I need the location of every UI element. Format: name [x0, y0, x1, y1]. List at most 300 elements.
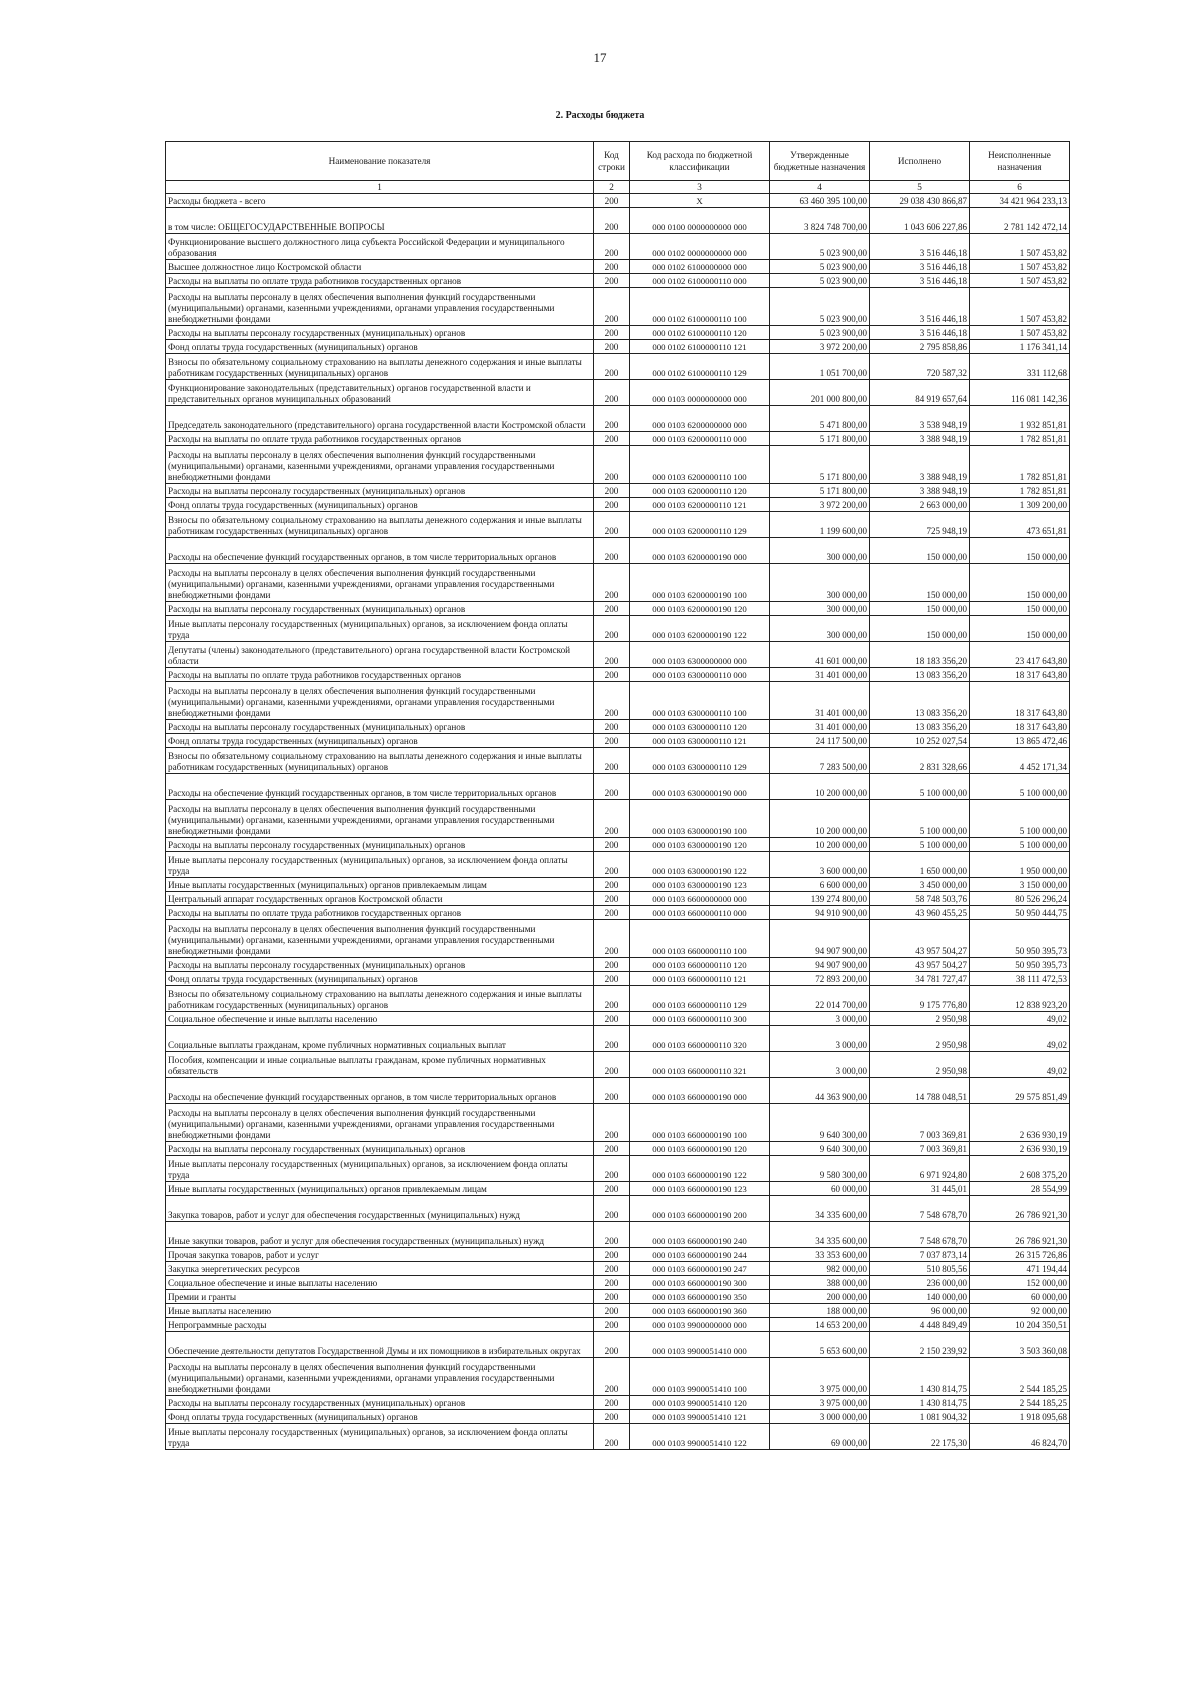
table-row [166, 432, 1070, 446]
row-indicator-name: Фонд оплаты труда государственных (муниципальных) органов [166, 340, 594, 354]
row-indicator-name: Расходы на выплаты по оплате труда работников государственных органов [166, 906, 594, 920]
column-number: 2 [594, 181, 630, 194]
table-row [166, 958, 1070, 972]
row-executed-amount: 10 252 027,54 [870, 734, 970, 748]
column-number: 3 [630, 181, 770, 194]
row-executed-amount: 1 430 814,75 [870, 1358, 970, 1396]
table-row [166, 1318, 1070, 1332]
row-indicator-name: Фонд оплаты труда государственных (муниципальных) органов [166, 734, 594, 748]
row-line-code: 200 [594, 1410, 630, 1424]
row-classification-code: 000 0103 6600000110 320 [630, 1026, 770, 1052]
row-line-code: 200 [594, 1078, 630, 1104]
row-approved-amount: 69 000,00 [770, 1424, 870, 1450]
row-indicator-name: Прочая закупка товаров, работ и услуг [166, 1248, 594, 1262]
row-line-code: 200 [594, 340, 630, 354]
row-unexecuted-amount: 4 452 171,34 [970, 748, 1070, 774]
row-executed-amount: 3 388 948,19 [870, 484, 970, 498]
row-indicator-name: Закупка энергетических ресурсов [166, 1262, 594, 1276]
table-row [166, 616, 1070, 642]
row-executed-amount: 43 957 504,27 [870, 958, 970, 972]
table-body [166, 194, 1070, 1450]
table-row [166, 1248, 1070, 1262]
row-classification-code: 000 0103 6600000110 120 [630, 958, 770, 972]
row-line-code: 200 [594, 326, 630, 340]
row-approved-amount: 94 907 900,00 [770, 920, 870, 958]
row-line-code: 200 [594, 1104, 630, 1142]
row-classification-code: 000 0103 6600000190 122 [630, 1156, 770, 1182]
row-line-code: 200 [594, 734, 630, 748]
row-unexecuted-amount: 34 421 964 233,13 [970, 194, 1070, 208]
table-row [166, 1026, 1070, 1052]
row-classification-code: 000 0102 6100000110 120 [630, 326, 770, 340]
row-indicator-name: Расходы на выплаты персоналу в целях обеспечения выполнения функций государственными (муниципальными) органами, казенными учреждениями, органами управления государственными внебюджетными фондами [166, 920, 594, 958]
row-indicator-name: Расходы на выплаты персоналу государственных (муниципальных) органов [166, 1142, 594, 1156]
row-executed-amount: 14 788 048,51 [870, 1078, 970, 1104]
row-unexecuted-amount: 1 932 851,81 [970, 406, 1070, 432]
row-indicator-name: Расходы на выплаты персоналу государственных (муниципальных) органов [166, 602, 594, 616]
row-line-code: 200 [594, 354, 630, 380]
row-classification-code: 000 0103 9900051410 000 [630, 1332, 770, 1358]
row-approved-amount: 44 363 900,00 [770, 1078, 870, 1104]
row-unexecuted-amount: 50 950 395,73 [970, 958, 1070, 972]
row-executed-amount: 43 960 455,25 [870, 906, 970, 920]
row-classification-code: 000 0103 6600000190 100 [630, 1104, 770, 1142]
row-executed-amount: 7 037 873,14 [870, 1248, 970, 1262]
row-classification-code: 000 0103 9900051410 120 [630, 1396, 770, 1410]
row-classification-code: 000 0103 6300000110 000 [630, 668, 770, 682]
table-row [166, 1196, 1070, 1222]
row-approved-amount: 3 975 000,00 [770, 1358, 870, 1396]
row-indicator-name: Обеспечение деятельности депутатов Государственной Думы и их помощников в избирательных округах [166, 1332, 594, 1358]
row-line-code: 200 [594, 406, 630, 432]
row-unexecuted-amount: 471 194,44 [970, 1262, 1070, 1276]
row-approved-amount: 31 401 000,00 [770, 720, 870, 734]
page-number: 17 [593, 50, 607, 65]
row-approved-amount: 3 972 200,00 [770, 340, 870, 354]
row-approved-amount: 1 199 600,00 [770, 512, 870, 538]
row-approved-amount: 72 893 200,00 [770, 972, 870, 986]
row-executed-amount: 34 781 727,47 [870, 972, 970, 986]
row-classification-code: 000 0103 6600000110 121 [630, 972, 770, 986]
row-unexecuted-amount: 38 111 472,53 [970, 972, 1070, 986]
row-approved-amount: 5 171 800,00 [770, 484, 870, 498]
row-unexecuted-amount: 1 782 851,81 [970, 446, 1070, 484]
table-row [166, 498, 1070, 512]
row-indicator-name: Закупка товаров, работ и услуг для обеспечения государственных (муниципальных) нужд [166, 1196, 594, 1222]
row-unexecuted-amount: 60 000,00 [970, 1290, 1070, 1304]
row-approved-amount: 3 824 748 700,00 [770, 208, 870, 234]
row-indicator-name: Расходы на выплаты персоналу в целях обеспечения выполнения функций государственными (муниципальными) органами, казенными учреждениями, органами управления государственными внебюджетными фондами [166, 288, 594, 326]
row-executed-amount: 13 083 356,20 [870, 682, 970, 720]
row-classification-code: 000 0103 6200000190 122 [630, 616, 770, 642]
row-approved-amount: 5 471 800,00 [770, 406, 870, 432]
row-unexecuted-amount: 49,02 [970, 1026, 1070, 1052]
row-classification-code: 000 0103 9900000000 000 [630, 1318, 770, 1332]
row-classification-code: 000 0102 6100000110 129 [630, 354, 770, 380]
row-indicator-name: Фонд оплаты труда государственных (муниципальных) органов [166, 972, 594, 986]
row-indicator-name: Расходы на выплаты по оплате труда работников государственных органов [166, 432, 594, 446]
row-executed-amount: 3 516 446,18 [870, 274, 970, 288]
table-row [166, 538, 1070, 564]
row-approved-amount: 5 023 900,00 [770, 260, 870, 274]
row-classification-code: 000 0103 0000000000 000 [630, 380, 770, 406]
row-approved-amount: 300 000,00 [770, 538, 870, 564]
row-indicator-name: Взносы по обязательному социальному страхованию на выплаты денежного содержания и иные выплаты работникам государственных (муниципальных) органов [166, 986, 594, 1012]
row-line-code: 200 [594, 1290, 630, 1304]
table-row [166, 446, 1070, 484]
row-classification-code: 000 0103 6200000110 129 [630, 512, 770, 538]
row-line-code: 200 [594, 538, 630, 564]
row-executed-amount: 1 430 814,75 [870, 1396, 970, 1410]
row-indicator-name: Расходы на обеспечение функций государственных органов, в том числе территориальных органов [166, 1078, 594, 1104]
row-classification-code: 000 0103 6600000110 321 [630, 1052, 770, 1078]
row-line-code: 200 [594, 234, 630, 260]
row-approved-amount: 982 000,00 [770, 1262, 870, 1276]
row-approved-amount: 300 000,00 [770, 616, 870, 642]
row-executed-amount: 510 805,56 [870, 1262, 970, 1276]
row-approved-amount: 10 200 000,00 [770, 800, 870, 838]
row-classification-code: 000 0103 6300000110 121 [630, 734, 770, 748]
row-line-code: 200 [594, 208, 630, 234]
row-approved-amount: 5 171 800,00 [770, 446, 870, 484]
row-unexecuted-amount: 29 575 851,49 [970, 1078, 1070, 1104]
row-unexecuted-amount: 2 608 375,20 [970, 1156, 1070, 1182]
table-row [166, 986, 1070, 1012]
row-unexecuted-amount: 1 507 453,82 [970, 260, 1070, 274]
row-unexecuted-amount: 26 786 921,30 [970, 1196, 1070, 1222]
table-row [166, 1104, 1070, 1142]
row-classification-code: 000 0103 6300000000 000 [630, 642, 770, 668]
row-unexecuted-amount: 1 782 851,81 [970, 484, 1070, 498]
row-unexecuted-amount: 18 317 643,80 [970, 720, 1070, 734]
row-executed-amount: 3 516 446,18 [870, 260, 970, 274]
row-approved-amount: 9 640 300,00 [770, 1104, 870, 1142]
row-approved-amount: 200 000,00 [770, 1290, 870, 1304]
row-indicator-name: Расходы на выплаты персоналу государственных (муниципальных) органов [166, 326, 594, 340]
row-approved-amount: 5 023 900,00 [770, 274, 870, 288]
row-executed-amount: 140 000,00 [870, 1290, 970, 1304]
row-approved-amount: 5 023 900,00 [770, 234, 870, 260]
row-classification-code: 000 0103 9900051410 122 [630, 1424, 770, 1450]
table-row [166, 194, 1070, 208]
header-indicator-name: Наименование показателя [166, 142, 594, 181]
table-row [166, 1410, 1070, 1424]
table-row [166, 800, 1070, 838]
row-executed-amount: 7 548 678,70 [870, 1196, 970, 1222]
row-unexecuted-amount: 49,02 [970, 1052, 1070, 1078]
row-unexecuted-amount: 26 786 921,30 [970, 1222, 1070, 1248]
row-unexecuted-amount: 5 100 000,00 [970, 800, 1070, 838]
row-unexecuted-amount: 46 824,70 [970, 1424, 1070, 1450]
table-row [166, 484, 1070, 498]
row-approved-amount: 188 000,00 [770, 1304, 870, 1318]
row-unexecuted-amount: 1 507 453,82 [970, 274, 1070, 288]
row-classification-code: 000 0103 6600000190 200 [630, 1196, 770, 1222]
row-line-code: 200 [594, 1052, 630, 1078]
row-approved-amount: 22 014 700,00 [770, 986, 870, 1012]
row-indicator-name: Высшее должностное лицо Костромской области [166, 260, 594, 274]
row-executed-amount: 9 175 776,80 [870, 986, 970, 1012]
row-indicator-name: Председатель законодательного (представительного) органа государственной власти Костромской области [166, 406, 594, 432]
row-executed-amount: 18 183 356,20 [870, 642, 970, 668]
row-unexecuted-amount: 5 100 000,00 [970, 838, 1070, 852]
row-line-code: 200 [594, 668, 630, 682]
table-row [166, 892, 1070, 906]
row-indicator-name: Расходы на выплаты персоналу государственных (муниципальных) органов [166, 720, 594, 734]
row-executed-amount: 1 081 904,32 [870, 1410, 970, 1424]
table-row [166, 354, 1070, 380]
row-unexecuted-amount: 5 100 000,00 [970, 774, 1070, 800]
row-classification-code: 000 0103 6300000190 000 [630, 774, 770, 800]
row-indicator-name: Расходы на выплаты персоналу в целях обеспечения выполнения функций государственными (муниципальными) органами, казенными учреждениями, органами управления государственными внебюджетными фондами [166, 800, 594, 838]
row-classification-code: 000 0103 6600000190 300 [630, 1276, 770, 1290]
row-line-code: 200 [594, 602, 630, 616]
row-classification-code: X [630, 194, 770, 208]
row-indicator-name: Расходы на выплаты персоналу государственных (муниципальных) органов [166, 484, 594, 498]
row-classification-code: 000 0102 6100000000 000 [630, 260, 770, 274]
row-executed-amount: 4 448 849,49 [870, 1318, 970, 1332]
row-unexecuted-amount: 331 112,68 [970, 354, 1070, 380]
table-row [166, 602, 1070, 616]
row-classification-code: 000 0103 6600000190 000 [630, 1078, 770, 1104]
row-approved-amount: 14 653 200,00 [770, 1318, 870, 1332]
header-executed: Исполнено [870, 142, 970, 181]
table-header-row [166, 142, 1070, 181]
row-indicator-name: Иные выплаты персоналу государственных (муниципальных) органов, за исключением фонда оплаты труда [166, 1156, 594, 1182]
row-line-code: 200 [594, 774, 630, 800]
row-line-code: 200 [594, 878, 630, 892]
row-executed-amount: 150 000,00 [870, 616, 970, 642]
row-unexecuted-amount: 3 150 000,00 [970, 878, 1070, 892]
row-approved-amount: 10 200 000,00 [770, 774, 870, 800]
row-approved-amount: 31 401 000,00 [770, 682, 870, 720]
row-line-code: 200 [594, 446, 630, 484]
row-unexecuted-amount: 2 636 930,19 [970, 1104, 1070, 1142]
row-classification-code: 000 0103 6200000110 000 [630, 432, 770, 446]
row-classification-code: 000 0103 6300000190 123 [630, 878, 770, 892]
row-line-code: 200 [594, 1276, 630, 1290]
row-approved-amount: 3 000,00 [770, 1052, 870, 1078]
row-classification-code: 000 0103 6200000190 100 [630, 564, 770, 602]
row-line-code: 200 [594, 498, 630, 512]
row-executed-amount: 5 100 000,00 [870, 774, 970, 800]
row-approved-amount: 5 171 800,00 [770, 432, 870, 446]
table-row [166, 406, 1070, 432]
row-line-code: 200 [594, 1026, 630, 1052]
table-row [166, 1332, 1070, 1358]
row-classification-code: 000 0102 6100000110 121 [630, 340, 770, 354]
row-indicator-name: Социальные выплаты гражданам, кроме публичных нормативных социальных выплат [166, 1026, 594, 1052]
row-unexecuted-amount: 10 204 350,51 [970, 1318, 1070, 1332]
row-line-code: 200 [594, 748, 630, 774]
row-indicator-name: Расходы на обеспечение функций государственных органов, в том числе территориальных органов [166, 538, 594, 564]
row-classification-code: 000 0103 6600000110 300 [630, 1012, 770, 1026]
table-row [166, 1358, 1070, 1396]
row-classification-code: 000 0103 6200000110 120 [630, 484, 770, 498]
row-approved-amount: 24 117 500,00 [770, 734, 870, 748]
row-indicator-name: Депутаты (члены) законодательного (представительного) органа государственной власти Костромской области [166, 642, 594, 668]
row-executed-amount: 84 919 657,64 [870, 380, 970, 406]
row-classification-code: 000 0103 6300000110 129 [630, 748, 770, 774]
row-line-code: 200 [594, 1156, 630, 1182]
row-approved-amount: 94 910 900,00 [770, 906, 870, 920]
table-row [166, 852, 1070, 878]
row-unexecuted-amount: 1 950 000,00 [970, 852, 1070, 878]
row-approved-amount: 300 000,00 [770, 564, 870, 602]
table-row [166, 642, 1070, 668]
table-row [166, 1182, 1070, 1196]
row-line-code: 200 [594, 1196, 630, 1222]
row-indicator-name: Иные выплаты населению [166, 1304, 594, 1318]
column-number: 5 [870, 181, 970, 194]
row-executed-amount: 150 000,00 [870, 564, 970, 602]
row-approved-amount: 60 000,00 [770, 1182, 870, 1196]
row-indicator-name: Расходы на выплаты персоналу в целях обеспечения выполнения функций государственными (муниципальными) органами, казенными учреждениями, органами управления государственными внебюджетными фондами [166, 446, 594, 484]
row-line-code: 200 [594, 1424, 630, 1450]
row-executed-amount: 7 003 369,81 [870, 1142, 970, 1156]
row-executed-amount: 22 175,30 [870, 1424, 970, 1450]
row-line-code: 200 [594, 260, 630, 274]
row-line-code: 200 [594, 1222, 630, 1248]
row-unexecuted-amount: 1 918 095,68 [970, 1410, 1070, 1424]
row-indicator-name: Расходы на обеспечение функций государственных органов, в том числе территориальных органов [166, 774, 594, 800]
row-unexecuted-amount: 49,02 [970, 1012, 1070, 1026]
row-unexecuted-amount: 50 950 395,73 [970, 920, 1070, 958]
header-budget-classification-code: Код расхода по бюджетной классификации [630, 142, 770, 181]
row-executed-amount: 725 948,19 [870, 512, 970, 538]
row-unexecuted-amount: 1 507 453,82 [970, 234, 1070, 260]
row-line-code: 200 [594, 800, 630, 838]
row-indicator-name: Расходы на выплаты персоналу в целях обеспечения выполнения функций государственными (муниципальными) органами, казенными учреждениями, органами управления государственными внебюджетными фондами [166, 682, 594, 720]
row-unexecuted-amount: 473 651,81 [970, 512, 1070, 538]
table-row [166, 340, 1070, 354]
row-unexecuted-amount: 2 781 142 472,14 [970, 208, 1070, 234]
row-approved-amount: 3 000,00 [770, 1012, 870, 1026]
row-indicator-name: Иные выплаты государственных (муниципальных) органов привлекаемым лицам [166, 1182, 594, 1196]
row-indicator-name: Центральный аппарат государственных органов Костромской области [166, 892, 594, 906]
table-row [166, 380, 1070, 406]
row-executed-amount: 720 587,32 [870, 354, 970, 380]
header-unexecuted-appropriations: Неисполненные назначения [970, 142, 1070, 181]
row-line-code: 200 [594, 720, 630, 734]
column-number: 4 [770, 181, 870, 194]
table-row [166, 1078, 1070, 1104]
row-indicator-name: Социальное обеспечение и иные выплаты населению [166, 1276, 594, 1290]
table-row [166, 878, 1070, 892]
row-classification-code: 000 0102 6100000110 100 [630, 288, 770, 326]
row-executed-amount: 1 650 000,00 [870, 852, 970, 878]
row-line-code: 200 [594, 564, 630, 602]
row-line-code: 200 [594, 986, 630, 1012]
table-row [166, 720, 1070, 734]
row-classification-code: 000 0103 6600000110 000 [630, 906, 770, 920]
row-indicator-name: Иные выплаты персоналу государственных (муниципальных) органов, за исключением фонда оплаты труда [166, 1424, 594, 1450]
row-line-code: 200 [594, 972, 630, 986]
row-indicator-name: Фонд оплаты труда государственных (муниципальных) органов [166, 1410, 594, 1424]
table-row [166, 1396, 1070, 1410]
row-indicator-name: Расходы на выплаты персоналу государственных (муниципальных) органов [166, 838, 594, 852]
row-line-code: 200 [594, 1358, 630, 1396]
row-executed-amount: 3 450 000,00 [870, 878, 970, 892]
row-unexecuted-amount: 92 000,00 [970, 1304, 1070, 1318]
row-executed-amount: 1 043 606 227,86 [870, 208, 970, 234]
row-executed-amount: 7 003 369,81 [870, 1104, 970, 1142]
row-indicator-name: Иные закупки товаров, работ и услуг для обеспечения государственных (муниципальных) нужд [166, 1222, 594, 1248]
row-classification-code: 000 0102 0000000000 000 [630, 234, 770, 260]
table-row [166, 668, 1070, 682]
row-line-code: 200 [594, 274, 630, 288]
row-indicator-name: Расходы на выплаты персоналу государственных (муниципальных) органов [166, 958, 594, 972]
table-row [166, 1262, 1070, 1276]
row-executed-amount: 2 950,98 [870, 1052, 970, 1078]
row-approved-amount: 3 000 000,00 [770, 1410, 870, 1424]
row-classification-code: 000 0103 6200000000 000 [630, 406, 770, 432]
row-executed-amount: 3 538 948,19 [870, 406, 970, 432]
table-row [166, 274, 1070, 288]
row-executed-amount: 5 100 000,00 [870, 838, 970, 852]
table-row [166, 774, 1070, 800]
row-unexecuted-amount: 28 554,99 [970, 1182, 1070, 1196]
row-unexecuted-amount: 152 000,00 [970, 1276, 1070, 1290]
section-title: 2. Расходы бюджета [555, 110, 645, 121]
row-indicator-name: Расходы на выплаты персоналу государственных (муниципальных) органов [166, 1396, 594, 1410]
row-classification-code: 000 0103 6600000190 244 [630, 1248, 770, 1262]
row-executed-amount: 3 516 446,18 [870, 288, 970, 326]
row-unexecuted-amount: 2 636 930,19 [970, 1142, 1070, 1156]
row-unexecuted-amount: 18 317 643,80 [970, 668, 1070, 682]
column-number: 6 [970, 181, 1070, 194]
row-indicator-name: Фонд оплаты труда государственных (муниципальных) органов [166, 498, 594, 512]
row-indicator-name: Взносы по обязательному социальному страхованию на выплаты денежного содержания и иные выплаты работникам государственных (муниципальных) органов [166, 748, 594, 774]
row-indicator-name: Иные выплаты персоналу государственных (муниципальных) органов, за исключением фонда оплаты труда [166, 616, 594, 642]
row-line-code: 200 [594, 1262, 630, 1276]
row-classification-code: 000 0103 9900051410 100 [630, 1358, 770, 1396]
column-number-row [166, 181, 1070, 194]
table-row [166, 906, 1070, 920]
row-indicator-name: Иные выплаты персоналу государственных (муниципальных) органов, за исключением фонда оплаты труда [166, 852, 594, 878]
row-approved-amount: 3 975 000,00 [770, 1396, 870, 1410]
table-row [166, 734, 1070, 748]
header-approved-appropriations: Утвержденные бюджетные назначения [770, 142, 870, 181]
row-approved-amount: 94 907 900,00 [770, 958, 870, 972]
row-classification-code: 000 0103 6600000110 100 [630, 920, 770, 958]
row-unexecuted-amount: 3 503 360,08 [970, 1332, 1070, 1358]
row-indicator-name: Социальное обеспечение и иные выплаты населению [166, 1012, 594, 1026]
row-line-code: 200 [594, 838, 630, 852]
row-executed-amount: 150 000,00 [870, 602, 970, 616]
row-approved-amount: 5 023 900,00 [770, 288, 870, 326]
table-row [166, 682, 1070, 720]
table-row [166, 1222, 1070, 1248]
row-executed-amount: 7 548 678,70 [870, 1222, 970, 1248]
row-approved-amount: 3 000,00 [770, 1026, 870, 1052]
row-approved-amount: 9 580 300,00 [770, 1156, 870, 1182]
row-line-code: 200 [594, 920, 630, 958]
table-row [166, 1012, 1070, 1026]
row-line-code: 200 [594, 642, 630, 668]
row-classification-code: 000 0103 6200000110 100 [630, 446, 770, 484]
row-indicator-name: Расходы на выплаты по оплате труда работников государственных органов [166, 668, 594, 682]
row-executed-amount: 29 038 430 866,87 [870, 194, 970, 208]
row-approved-amount: 34 335 600,00 [770, 1196, 870, 1222]
row-executed-amount: 2 950,98 [870, 1026, 970, 1052]
row-line-code: 200 [594, 682, 630, 720]
row-approved-amount: 31 401 000,00 [770, 668, 870, 682]
table-row [166, 1052, 1070, 1078]
row-indicator-name: Расходы на выплаты по оплате труда работников государственных органов [166, 274, 594, 288]
row-executed-amount: 5 100 000,00 [870, 800, 970, 838]
row-approved-amount: 6 600 000,00 [770, 878, 870, 892]
